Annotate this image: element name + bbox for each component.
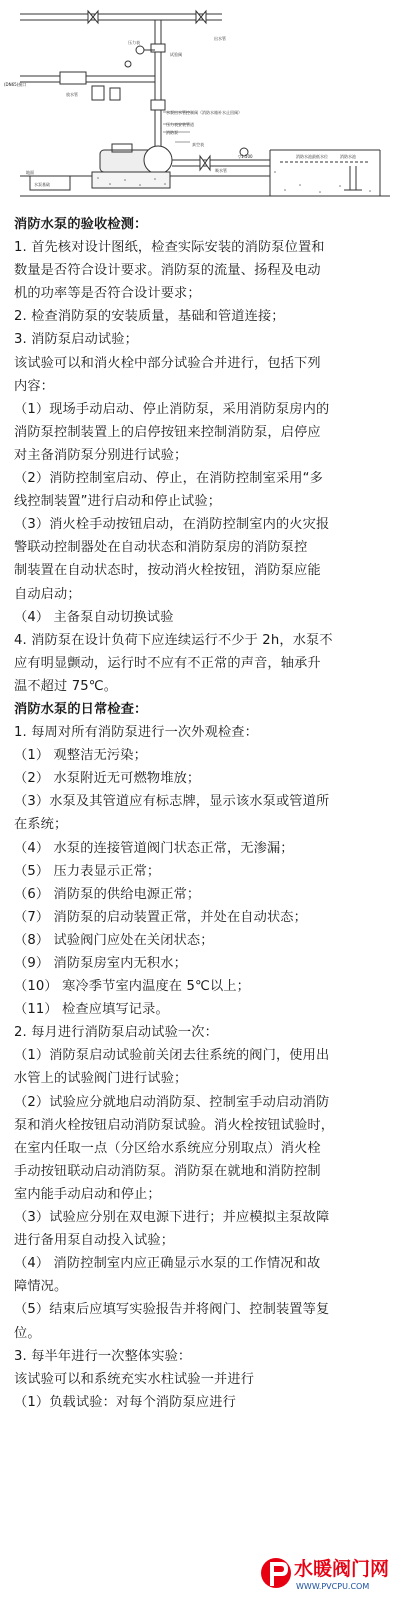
section-heading: 消防水泵的日常检查： (14, 701, 148, 717)
control-valve-label: 水泵出水管控制阀（消防水箱补水止回阀） (166, 110, 242, 115)
pump-label: 消防泵 (166, 130, 178, 135)
text-line: 警联动控制器处在自动状态和消防泵房的消防泵控 (14, 540, 308, 556)
text-line: 2. 每月进行消防泵启动试验一次： (14, 1025, 218, 1041)
text-line: （2）试验应分就地启动消防泵、控制室手动启动消防 (14, 1094, 330, 1110)
text-line: 机的功率等是否符合设计要求； (14, 286, 201, 302)
text-line: 障情况。 (14, 1279, 68, 1295)
test-valve-label: 试验阀 (170, 52, 182, 57)
text-line: 数量是否符合设计要求。消防泵的流量、扬程及电动 (14, 263, 321, 279)
watermark-title: 水暖阀门网 (294, 1558, 390, 1580)
text-line: （4） 主备泵自动切换试验 (14, 609, 174, 625)
text-line: 消防泵控制装置上的启停按钮来控制消防泵，启停应 (14, 424, 321, 440)
text-line: （11） 检查应填写记录。 (14, 1002, 169, 1018)
pressure-gauge-label: 压力表 (128, 40, 140, 45)
pump-installation-diagram (0, 0, 402, 210)
text-line: 1. 首先核对设计图纸，检查实际安装的消防泵位置和 (14, 240, 325, 256)
text-line: （3）消火栓手动按钮启动，在消防控制室内的火灾报 (14, 517, 330, 533)
text-line: 4. 消防泵在设计负荷下应连续运行不少于 2h，水泵不 (14, 632, 333, 648)
text-line: 在系统； (14, 817, 68, 833)
text-line: （8） 试验阀门应处在关闭状态； (14, 932, 214, 948)
text-line: 3. 每半年进行一次整体实验： (14, 1348, 192, 1364)
text-line: （1）现场手动启动、停止消防泵，采用消防泵房内的 (14, 401, 330, 417)
text-line: （7） 消防泵的启动装置正常，并处在自动状态； (14, 909, 307, 925)
text-line: 该试验可以和系统充实水柱试验一并进行 (14, 1371, 255, 1387)
meter-pipe-label: 压力表安装管道 (166, 122, 194, 127)
suction-pipe-label: 吸水管 (215, 168, 227, 173)
text-line: 线控制装置”进行启动和停止试验； (14, 494, 222, 510)
article-body (14, 213, 398, 1414)
text-line: （1） 观整洁无污染； (14, 748, 147, 764)
floor-label: 地面 (26, 170, 34, 175)
text-line: （1）消防泵启动试验前关闭去往系统的阀门，使用出 (14, 1048, 330, 1064)
text-line: （4） 水泵的连接管道阀门状态正常，无渗漏； (14, 840, 294, 856)
vacuum-gauge-label: 真空表 (192, 142, 204, 147)
text-line: （5） 压力表显示正常； (14, 863, 161, 879)
text-line: （2）消防控制室启动、停止，在消防控制室采用“多 (14, 471, 323, 487)
watermark-url: WWW.PVCPU.COM (296, 1582, 370, 1591)
water-level-mark: ▽1.500 (238, 154, 253, 159)
text-line: 水管上的试验阀门进行试验； (14, 1071, 188, 1087)
text-line: （6） 消防泵的供给电源正常； (14, 886, 201, 902)
text-line: 对主备消防泵分别进行试验； (14, 447, 188, 463)
text-line: （4） 消防控制室内应正确显示水泵的工作情况和故 (14, 1256, 321, 1272)
backflow-label: 放水管 (66, 92, 78, 97)
logo-p-icon (261, 1558, 291, 1588)
text-line: 自动启动； (14, 586, 81, 602)
text-line: 位。 (14, 1325, 41, 1341)
text-line: 泵和消火栓按钮启动消防泵试验。消火栓按钮试验时， (14, 1117, 335, 1133)
text-line: （1）负载试验：对每个消防泵应进行 (14, 1394, 236, 1410)
text-line: 温不超过 75℃。 (14, 678, 118, 694)
text-line: （10） 寒冷季节室内温度在 5℃以上； (14, 979, 250, 995)
text-line: （2） 水泵附近无可燃物堆放； (14, 771, 201, 787)
outlet-pipe-label: 出水管 (214, 36, 226, 41)
text-line: 室内能手动启动和停止； (14, 1186, 161, 1202)
pool-level-label: 消防水池最低水位 (296, 154, 328, 159)
pool-label: 消防水池 (340, 154, 356, 159)
text-line: 内容： (14, 378, 55, 394)
test-valve-left-label: (DN65)接口 (4, 82, 27, 87)
text-line: （3）水泵及其管道应有标志牌，显示该水泵或管道所 (14, 794, 330, 810)
text-line: （3）试验应分别在双电源下进行；并应模拟主泵故障 (14, 1210, 330, 1226)
text-line: 制装置在自动状态时，按动消火栓按钮，消防泵应能 (14, 563, 321, 579)
text-line: 应有明显颤动，运行时不应有不正常的声音，轴承升 (14, 655, 321, 671)
text-line: 在室内任取一点（分区给水系统应分别取点）消火栓 (14, 1140, 321, 1156)
text-line: 3. 消防泵启动试验； (14, 332, 138, 348)
text-line: 该试验可以和消火栓中部分试验合并进行，包括下列 (14, 355, 321, 371)
section-heading: 消防水泵的验收检测： (14, 217, 148, 232)
text-line: 手动按钮联动启动消防泵。消防泵在就地和消防控制 (14, 1163, 321, 1179)
text-line: 进行备用泵自动投入试验； (14, 1233, 175, 1249)
text-line: 2. 检查消防泵的安装质量，基础和管道连接； (14, 309, 285, 325)
foundation-label: 水泵基础 (34, 182, 50, 187)
text-line: （5）结束后应填写实验报告并将阀门、控制装置等复 (14, 1302, 330, 1318)
text-line: （9） 消防泵房室内无积水； (14, 956, 187, 971)
site-watermark-logo (258, 1548, 400, 1598)
text-line: 1. 每周对所有消防泵进行一次外观检查： (14, 725, 258, 741)
